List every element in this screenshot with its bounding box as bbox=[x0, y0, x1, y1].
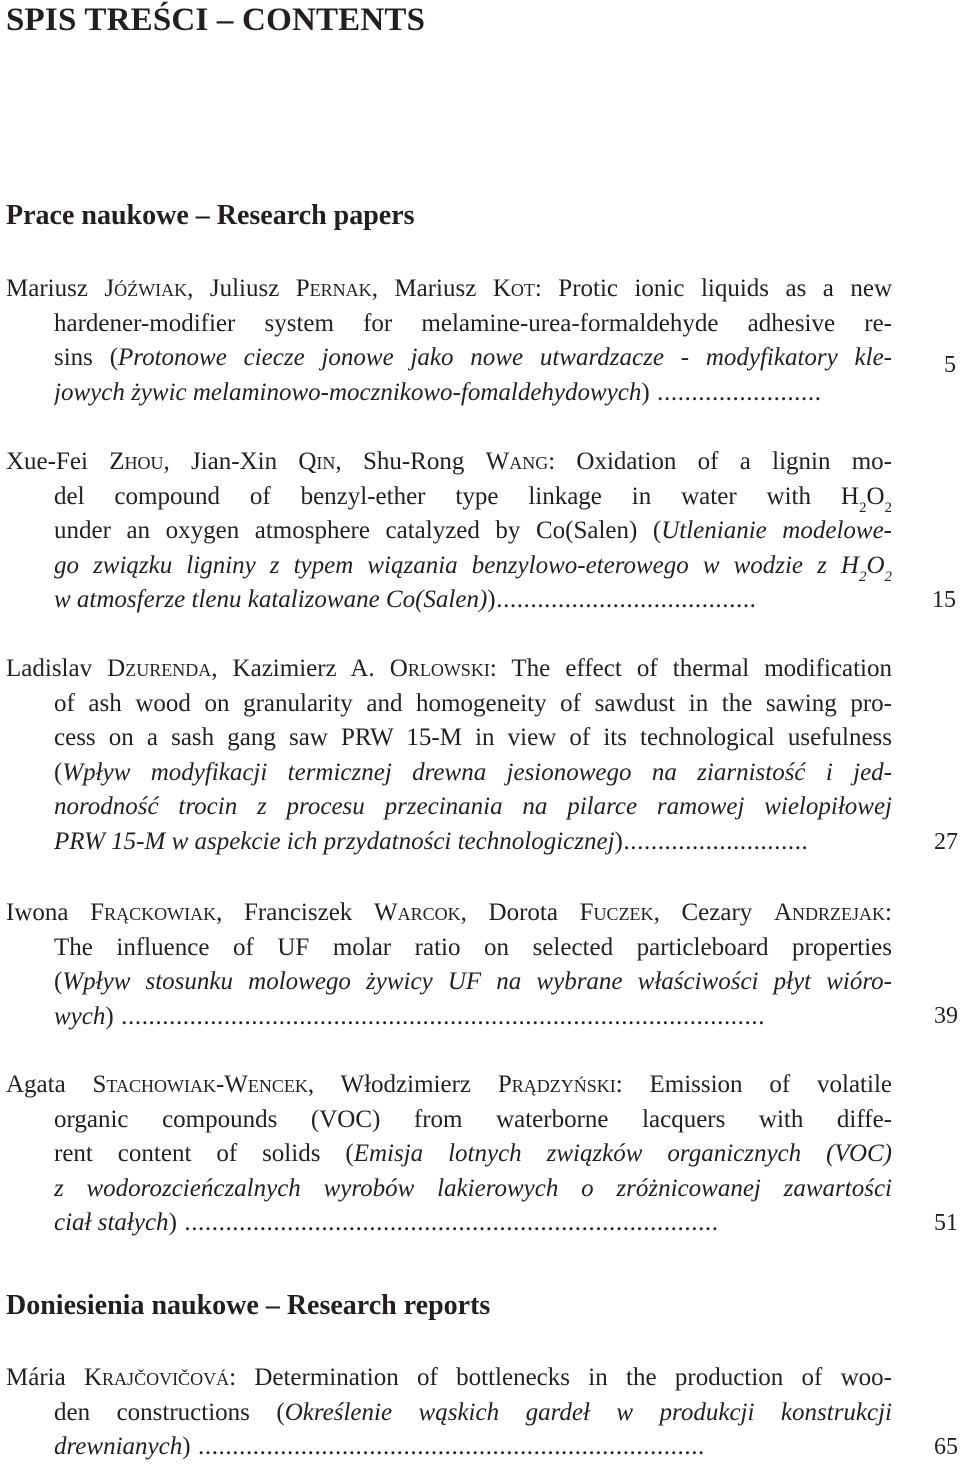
entry-line bbox=[6, 272, 892, 307]
dot-leader: )...................................... bbox=[487, 586, 757, 613]
entry-text: , Włodzimierz bbox=[307, 1071, 498, 1098]
entry-polish-title: wych bbox=[54, 1002, 106, 1030]
entry-line bbox=[54, 1000, 892, 1035]
author-surname: Frąckowiak bbox=[90, 899, 217, 926]
entry-text: Iwona bbox=[6, 899, 91, 926]
author-surname: Krajčovičová bbox=[84, 1364, 230, 1391]
author-surname: Prądzyński bbox=[497, 1071, 616, 1098]
toc-entry-1 bbox=[6, 272, 892, 410]
entry-line bbox=[54, 583, 892, 618]
subscript: 2 bbox=[858, 568, 867, 583]
toc-entry-6 bbox=[6, 1361, 892, 1465]
entry-polish-title: Wpływ stosunku molowego żywicy UF na wybrane właściwości płyt wióro- bbox=[62, 968, 892, 995]
author-surname: Fuczek bbox=[579, 899, 654, 926]
entry-line bbox=[54, 307, 892, 342]
dot-leader: ) .............................................................................. bbox=[168, 1209, 719, 1236]
entry-polish-title: Protonowe ciecze jonowe jako nowe utwardzacze - modyfikatory kle- bbox=[118, 344, 892, 371]
entry-line bbox=[6, 652, 892, 687]
entry-text: del compound of benzyl-ether type linkage in water with H bbox=[54, 482, 859, 510]
page-number: 15 bbox=[932, 587, 956, 613]
entry-polish-title: Wpływ modyfikacji termicznej drewna jesionowego na ziarnistość i jed- bbox=[62, 758, 892, 786]
entry-line bbox=[6, 896, 892, 931]
page-title: SPIS TREŚCI – CONTENTS bbox=[6, 2, 426, 38]
entry-line bbox=[54, 1172, 892, 1207]
entry-polish-title: Emisja lotnych związków organicznych (VOC) bbox=[353, 1140, 892, 1167]
dot-leader: ) ........................ bbox=[641, 378, 822, 406]
author-surname: Warcok bbox=[374, 899, 461, 926]
entry-text: den constructions ( bbox=[54, 1398, 285, 1426]
author-surname: Andrzejak bbox=[773, 899, 886, 926]
entry-text: rent content of solids ( bbox=[54, 1140, 354, 1167]
section-heading-research-papers: Prace naukowe – Research papers bbox=[6, 200, 415, 231]
entry-text: ( bbox=[54, 968, 63, 995]
entry-text: The influence of UF molar ratio on selected particleboard properties bbox=[54, 933, 892, 961]
dot-leader: ) .............................................................................................. bbox=[105, 1002, 766, 1030]
toc-entry-2 bbox=[6, 445, 892, 618]
entry-line bbox=[54, 376, 892, 411]
entry-line bbox=[54, 1137, 892, 1172]
entry-text: organic compounds (VOC) from waterborne lacquers with diffe- bbox=[54, 1105, 892, 1133]
entry-line bbox=[54, 790, 892, 825]
dot-leader: ) .......................................................................... bbox=[182, 1433, 705, 1460]
page-number: 27 bbox=[934, 829, 958, 855]
entry-polish-title: ciał stałych bbox=[54, 1209, 169, 1236]
entry-line bbox=[54, 965, 892, 1000]
entry-text: cess on a sash gang saw PRW 15-M in view of its technological usefulness bbox=[54, 724, 892, 751]
entry-text: hardener-modifier system for melamine-urea-formaldehyde adhesive re- bbox=[54, 309, 892, 337]
author-surname: Jóźwiak bbox=[104, 275, 188, 302]
entry-polish-title: Utlenianie modelowe- bbox=[661, 517, 892, 544]
entry-text: , Mariusz bbox=[371, 275, 493, 302]
author-surname: Wang bbox=[485, 448, 549, 475]
entry-text: Agata bbox=[6, 1071, 93, 1098]
author-surname: Dzurenda bbox=[107, 655, 212, 682]
subscript: 2 bbox=[858, 499, 867, 514]
entry-polish-title: z wodorozcieńczalnych wyrobów lakierowych o zróżnicowanej zawartości bbox=[54, 1174, 892, 1202]
entry-line bbox=[54, 1206, 892, 1241]
author-surname: Zhou bbox=[109, 448, 164, 475]
entry-line bbox=[6, 1361, 892, 1396]
entry-text: : The effect of thermal modification bbox=[489, 655, 892, 682]
entry-polish-title: go związku ligniny z typem wiązania benzylowo-eterowego w wodzie z H bbox=[54, 551, 859, 579]
entry-line bbox=[54, 480, 892, 515]
entry-text: : bbox=[885, 899, 892, 926]
page-number: 5 bbox=[944, 352, 956, 378]
entry-text: , Jian-Xin bbox=[163, 448, 299, 475]
entry-polish-title: PRW 15-M w aspekcie ich przydatności technologicznej bbox=[54, 827, 615, 855]
entry-text: , Dorota bbox=[460, 899, 580, 926]
entry-line bbox=[54, 1430, 892, 1465]
toc-entry-4 bbox=[6, 896, 892, 1034]
entry-text: Mária bbox=[6, 1364, 84, 1391]
entry-text: , Shu-Rong bbox=[335, 448, 486, 475]
entry-text: : Oxidation of a lignin mo- bbox=[548, 448, 892, 475]
entry-line bbox=[54, 721, 892, 756]
entry-text: Ladislav bbox=[6, 655, 108, 682]
entry-line bbox=[6, 1068, 892, 1103]
entry-polish-title: Określenie wąskich gardeł w produkcji konstrukcji bbox=[284, 1398, 892, 1426]
entry-polish-title: norodność trocin z procesu przecinania na pilarce ramowej wielopiłowej bbox=[54, 793, 892, 820]
entry-line bbox=[54, 756, 892, 791]
entry-text: : Emission of volatile bbox=[615, 1071, 892, 1098]
entry-text: : Protic ionic liquids as a new bbox=[534, 275, 892, 302]
subscript: 2 bbox=[884, 568, 892, 583]
entry-text: under an oxygen atmosphere catalyzed by Co(Salen) ( bbox=[54, 517, 662, 544]
entry-line bbox=[54, 825, 892, 860]
entry-text: Xue-Fei bbox=[6, 448, 110, 475]
entry-polish-title: drewnianych bbox=[54, 1433, 183, 1460]
entry-line bbox=[54, 1103, 892, 1138]
entry-line bbox=[54, 549, 892, 584]
toc-entry-5 bbox=[6, 1068, 892, 1241]
entry-line bbox=[54, 931, 892, 966]
entry-line bbox=[54, 687, 892, 722]
page-number: 39 bbox=[934, 1003, 958, 1029]
entry-line bbox=[54, 514, 892, 549]
entry-text: : Determination of bottlenecks in the production of woo- bbox=[229, 1364, 892, 1391]
entry-text: Mariusz bbox=[6, 275, 105, 302]
entry-polish-title: w atmosferze tlenu katalizowane Co(Salen) bbox=[54, 586, 488, 613]
entry-text: , Juliusz bbox=[187, 275, 296, 302]
page-number: 51 bbox=[934, 1210, 958, 1236]
author-surname: Qin bbox=[298, 448, 336, 475]
entry-line bbox=[54, 1396, 892, 1431]
entry-polish-title: jowych żywic melaminowo-mocznikowo-fomaldehydowych bbox=[54, 378, 642, 406]
page-number: 65 bbox=[934, 1434, 958, 1460]
entry-text: of ash wood on granularity and homogeneity of sawdust in the sawing pro- bbox=[54, 689, 892, 717]
author-surname: Stachowiak-Wencek bbox=[92, 1071, 308, 1098]
entry-text: ( bbox=[54, 758, 63, 786]
entry-polish-title: O bbox=[866, 551, 885, 579]
entry-line bbox=[54, 341, 892, 376]
author-surname: Pernak bbox=[295, 275, 372, 302]
entry-text: , Cezary bbox=[653, 899, 774, 926]
entry-line bbox=[6, 445, 892, 480]
entry-text: , Franciszek bbox=[216, 899, 374, 926]
entry-text: O bbox=[866, 482, 885, 510]
dot-leader: )........................... bbox=[614, 827, 809, 855]
entry-text: , Kazimierz A. bbox=[211, 655, 390, 682]
author-surname: Orlowski bbox=[389, 655, 490, 682]
entry-text: sins ( bbox=[54, 344, 119, 371]
author-surname: Kot bbox=[492, 275, 535, 302]
section-heading-research-reports: Doniesienia naukowe – Research reports bbox=[6, 1290, 491, 1321]
subscript: 2 bbox=[884, 499, 892, 514]
toc-entry-3 bbox=[6, 652, 892, 859]
